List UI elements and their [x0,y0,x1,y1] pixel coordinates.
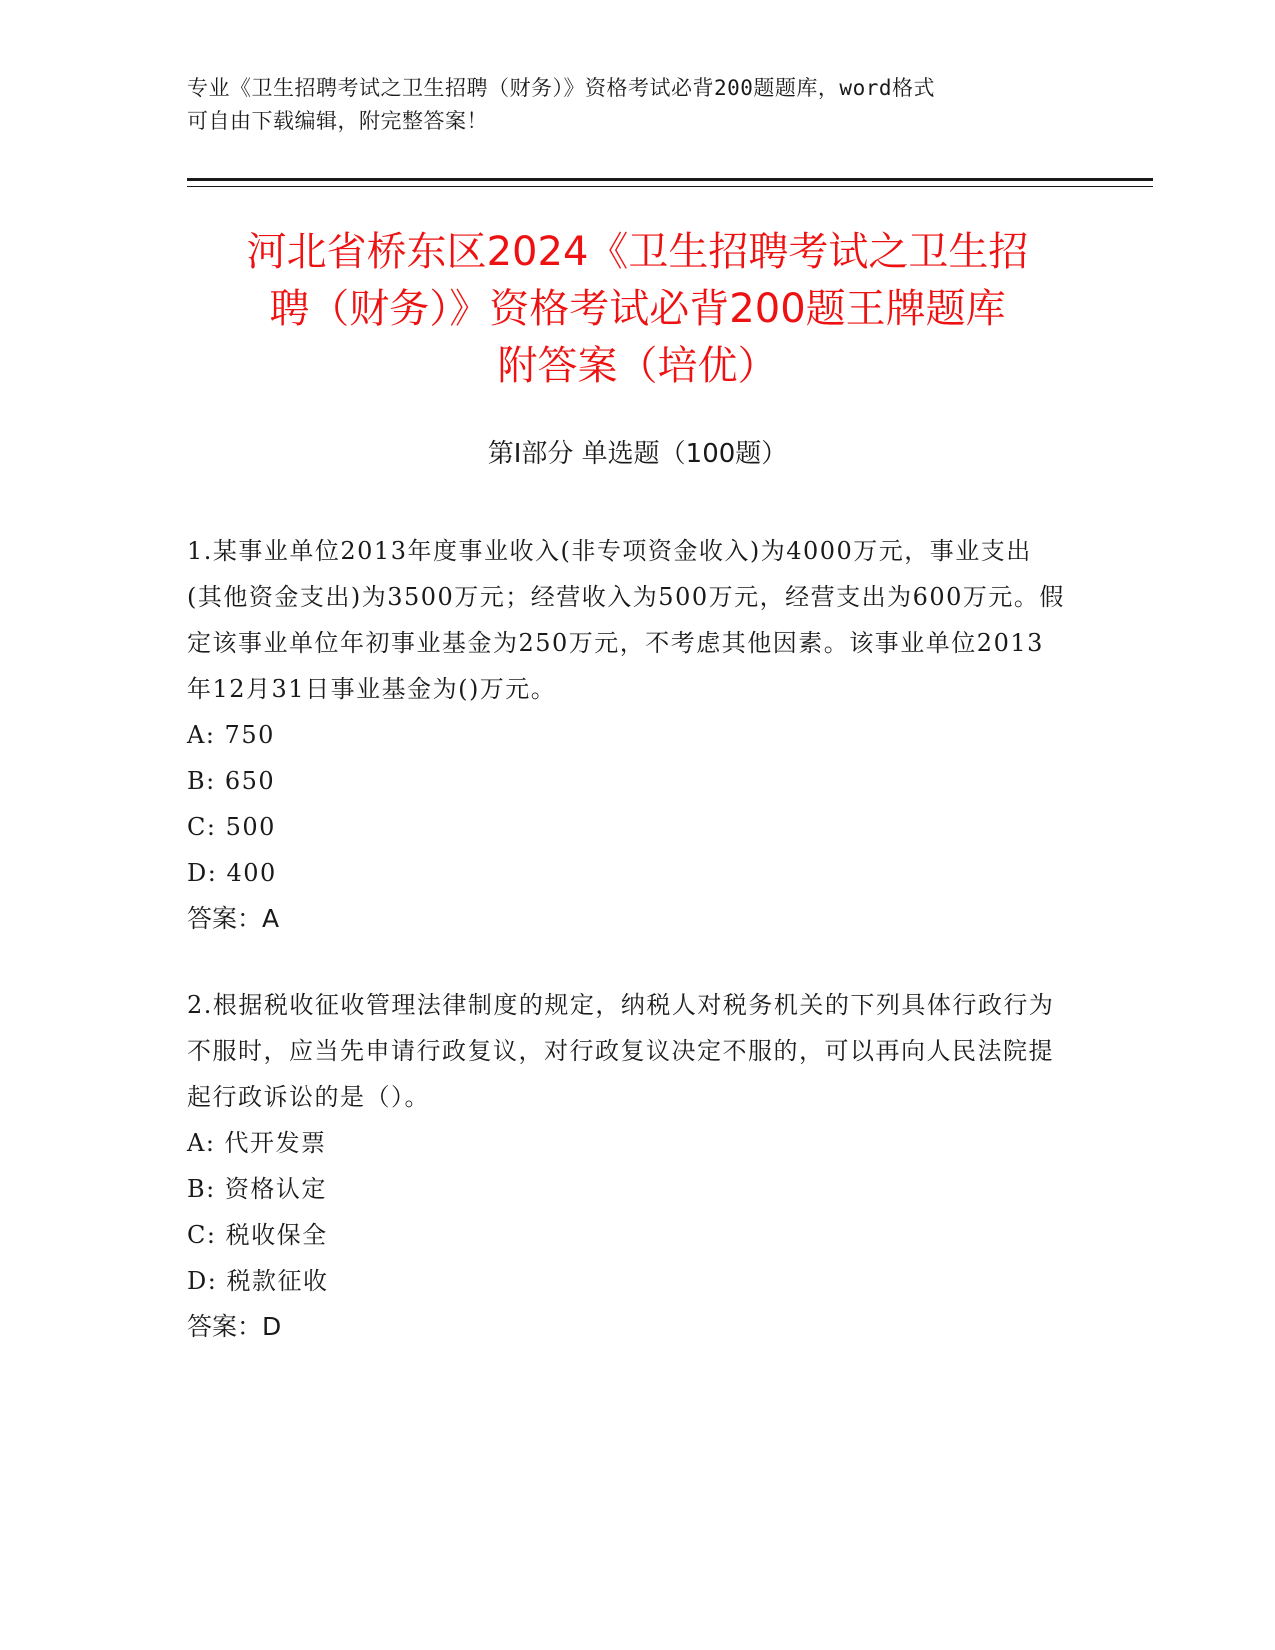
question-stem: 2.根据税收征收管理法律制度的规定，纳税人对税务机关的下列具体行政行为不服时，应当先申请行政复议，对行政复议决定不服的，可以再向人民法院提起行政诉讼的是（）。 [187,991,1055,1111]
option-c: C: 税收保全 [187,1221,328,1249]
answer: 答案：D [187,1312,282,1341]
question-1 [187,528,1067,942]
option-b: B: 650 [187,767,276,795]
header-note-line2: 可自由下载编辑，附完整答案！ [187,109,488,133]
document-title [150,224,1125,395]
question-2 [187,982,1067,1350]
question-stem: 1.某事业单位2013年度事业收入(非专项资金收入)为4000万元，事业支出(其他资金支出)为3500万元；经营收入为500万元，经营支出为600万元。假定该事业单位年初事业基金为250万元，不考虑其他因素。该事业单位2013年12月31日事业基金为()万元。 [187,537,1065,703]
header-note-line1: 专业《卫生招聘考试之卫生招聘（财务）》资格考试必背200题题库，word格式 [187,76,935,100]
document-title-line1: 河北省桥东区2024《卫生招聘考试之卫生招 [246,229,1029,275]
option-b: B: 资格认定 [187,1175,327,1203]
option-d: D: 400 [187,859,277,887]
document-title-line2: 聘（财务）》资格考试必背200题王牌题库 [269,286,1006,332]
header-note [187,72,1087,138]
option-a: A: 代开发票 [187,1129,327,1157]
section-heading: 第Ⅰ部分 单选题（100题） [487,439,788,469]
option-a: A: 750 [187,721,275,749]
header-divider-thick [187,178,1153,181]
header-divider-thin [187,186,1153,187]
answer: 答案：A [187,904,280,933]
document-title-line3: 附答案（培优） [497,343,778,389]
option-c: C: 500 [187,813,276,841]
option-d: D: 税款征收 [187,1267,329,1295]
